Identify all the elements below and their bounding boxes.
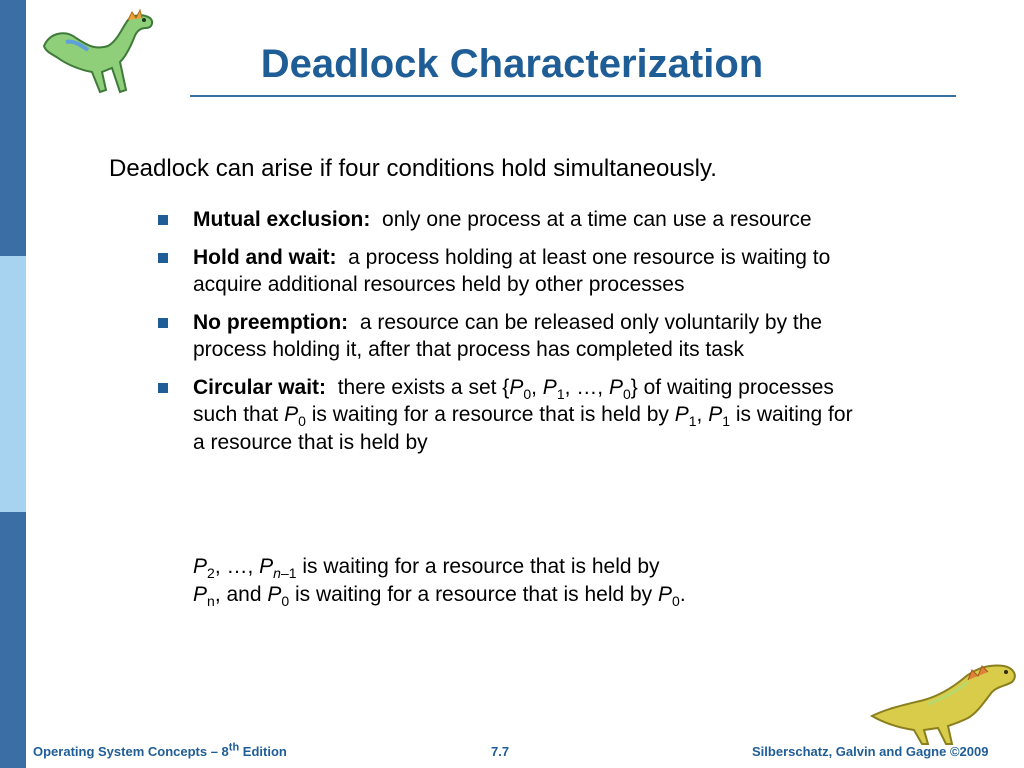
footer-copyright: Silberschatz, Galvin and Gagne ©2009	[752, 744, 989, 759]
square-bullet-icon	[158, 318, 168, 328]
circular-wait-continuation: $P_2$, …, $P_{n-1}$ is waiting for a resource that is held by $P_n$, and $P_0$ is waiting for a resource that is held by $P_0$.	[193, 555, 686, 610]
footer-page-number: 7.7	[491, 744, 510, 759]
slide-title: Deadlock Characterization	[260, 42, 764, 86]
condition-term: Mutual exclusion:	[193, 208, 371, 231]
square-bullet-icon	[158, 383, 168, 393]
condition-term: Circular wait:	[193, 375, 327, 399]
condition-text: a process holding at least one resource is waiting to acquire additional resources held by other processes	[193, 245, 831, 296]
square-bullet-icon	[158, 215, 168, 225]
condition-item	[157, 374, 867, 457]
condition-text: there exists a set {$P_0$, $P_1$, …, $P_0$} of waiting processes such that $P_0$ is waiting for a resource that is held by $P_1$, $P_1$ is waiting for a resource that is held by	[193, 375, 853, 454]
slide-intro: Deadlock can arise if four conditions hold simultaneously.	[109, 155, 717, 182]
condition-item	[157, 309, 867, 364]
condition-term: No preemption:	[193, 310, 349, 334]
dinosaur-bottom-icon	[868, 656, 1020, 748]
title-rule	[190, 95, 956, 97]
condition-term: Hold and wait:	[193, 245, 337, 269]
footer-edition: Operating System Concepts – 8th Edition	[33, 741, 287, 759]
side-bar-middle	[0, 256, 26, 512]
condition-text: only one process at a time can use a resource	[382, 208, 812, 231]
condition-item	[157, 206, 867, 234]
square-bullet-icon	[158, 253, 168, 263]
condition-list	[157, 206, 867, 466]
side-bar-bottom	[0, 512, 26, 768]
condition-text: a resource can be released only voluntarily by the process holding it, after that process has completed its task	[193, 310, 823, 361]
condition-item	[157, 244, 867, 299]
